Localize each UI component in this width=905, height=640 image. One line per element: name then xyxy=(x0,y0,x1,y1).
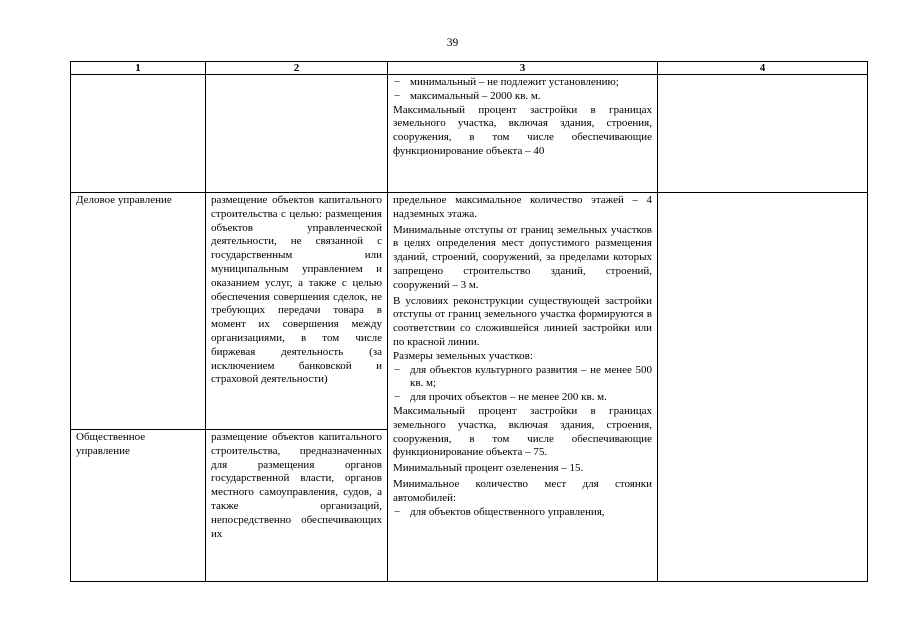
header-col-4: 4 xyxy=(658,62,868,75)
zoning-table xyxy=(70,61,868,582)
header-col-1: 1 xyxy=(71,62,206,75)
list-item xyxy=(393,391,652,405)
parking-heading: Минимальное количество мест для стоянки автомобилей: xyxy=(393,477,652,504)
coverage-75-text: Максимальный процент застройки в границах земельного участка, включая здания, строения, сооружения, в том числе обеспечивающие функционирование объекта – 75. xyxy=(393,404,652,459)
list-item xyxy=(393,364,652,392)
cell-col4-merged xyxy=(658,193,868,582)
dash-marker: − xyxy=(394,391,401,404)
use-type-business: Деловое управление xyxy=(71,193,206,430)
table-row xyxy=(71,193,868,430)
setbacks-text: Минимальные отступы от границ земельных участков в целях определения мест допустимого размещения зданий, строений, сооружений, за пределами которых запрещено строительство зданий, строений, сооружений – 3 м. xyxy=(393,223,652,291)
cell-row-a-col3 xyxy=(388,75,658,193)
use-type-public-admin: Общественное управление xyxy=(71,430,206,582)
dash-marker: − xyxy=(394,76,401,88)
table-header-row xyxy=(71,62,868,75)
max-floors-text: предельное максимальное количество этажей – 4 надземных этажа. xyxy=(393,194,652,220)
min-area-text: минимальный – не подлежит установлению; xyxy=(410,76,619,88)
list-item xyxy=(393,506,652,520)
other-plot-size: для прочих объектов – не менее 200 кв. м. xyxy=(410,391,607,404)
cell-row-a-col4 xyxy=(658,75,868,193)
cell-row-a-col2 xyxy=(206,75,388,193)
page-number: 39 xyxy=(446,37,459,49)
plot-sizes-heading: Размеры земельных участков: xyxy=(393,349,533,362)
table-row xyxy=(71,75,868,193)
dash-marker: − xyxy=(394,505,401,518)
list-item xyxy=(393,90,652,104)
use-description-business: размещение объектов капитального строительства с целью: размещения объектов управленческой деятельности, не связанной с государственным или муниципальным управлением и оказанием услуг, а также с целью обеспечения совершения сделок, не требующих передачи товара в момент их совершения между организациями, в том числе биржевая деятельность (за исключением банковской и страховой деятельности) xyxy=(206,193,388,430)
use-description-public-admin: размещение объектов капитального строительства, предназначенных для размещения органов государственной власти, органов местного самоуправления, судов, а также организаций, непосредственно обеспечивающих их xyxy=(206,430,388,582)
max-coverage-text: Максимальный процент застройки в границах земельного участка, включая здания, строения, сооружения, в том числе обеспечивающие функционирование объекта – 40 xyxy=(393,103,652,157)
reconstruction-text: В условиях реконструкции существующей застройки отступы от границ земельного участка формируются в соответствии со сложившейся линией застройки или по красной линии. xyxy=(393,294,652,348)
header-col-2: 2 xyxy=(206,62,388,75)
header-col-3: 3 xyxy=(388,62,658,75)
greening-text: Минимальный процент озеленения – 15. xyxy=(393,462,584,475)
list-item xyxy=(393,76,652,90)
parking-public-admin: для объектов общественного управления, xyxy=(410,505,605,518)
cell-row-a-col1 xyxy=(71,75,206,193)
max-area-text: максимальный – 2000 кв. м. xyxy=(410,89,541,102)
cultural-plot-size: для объектов культурного развития – не менее 500 кв. м; xyxy=(410,363,652,390)
dash-marker: − xyxy=(394,363,401,376)
cell-parameters-merged xyxy=(388,193,658,582)
dash-marker: − xyxy=(394,89,401,102)
